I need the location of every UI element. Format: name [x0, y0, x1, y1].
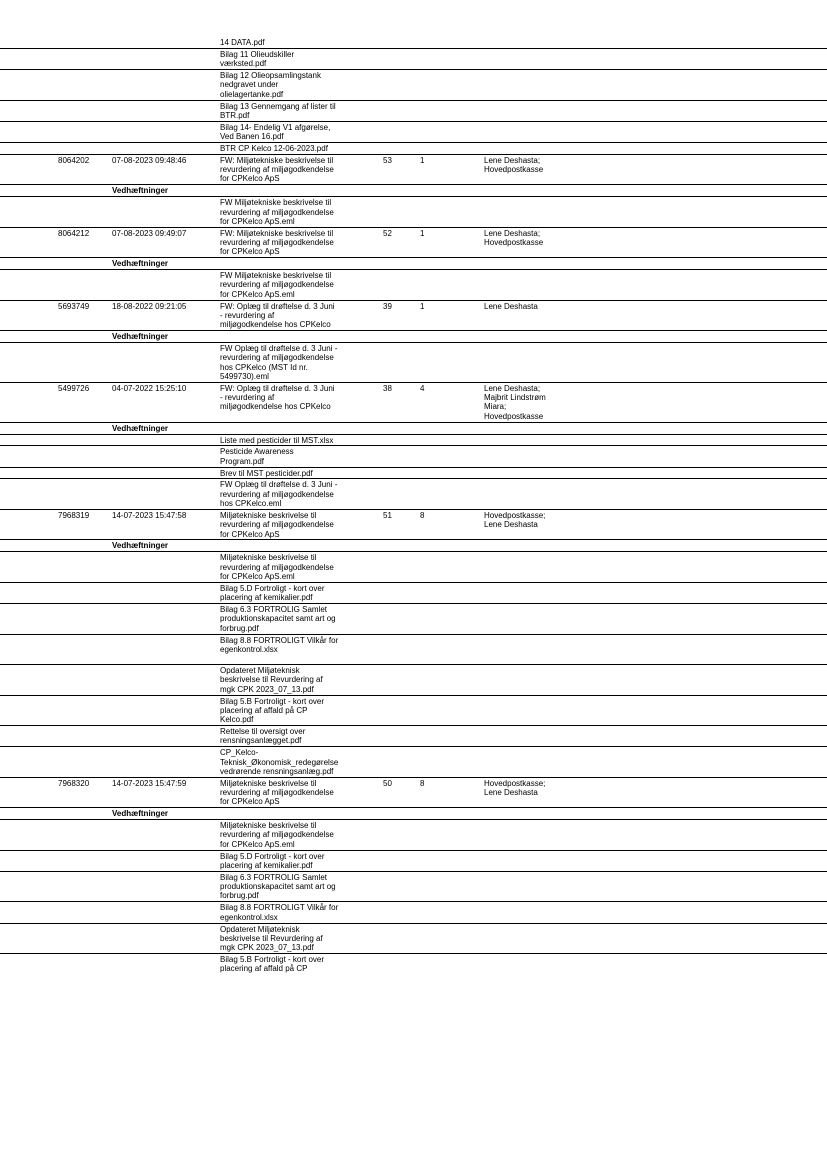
attachment-row	[0, 552, 827, 583]
message-recipients: Lene Deshasta; Majbrit Lindstrøm Miara; Hovedpostkasse	[484, 383, 546, 421]
attachment-row	[0, 70, 827, 101]
attachment-filename[interactable]: Miljøtekniske beskrivelse til revurdering af miljøgodkendelse for CPKelco ApS.eml	[220, 553, 334, 581]
attachments-header-row	[0, 808, 827, 820]
attachment-row	[0, 747, 827, 778]
attachment-row	[0, 902, 827, 923]
attachment-filename[interactable]: Brev til MST pesticider.pdf	[220, 468, 313, 478]
message-id: 5693749	[58, 301, 90, 311]
attachment-row	[0, 37, 827, 49]
message-number: 50	[383, 778, 392, 788]
attachment-filename[interactable]: FW Oplæg til drøftelse d. 3 Juni - revurdering af miljøgodkendelse hos CPKelco.eml	[220, 480, 338, 509]
message-date: 14-07-2023 15:47:59	[112, 778, 187, 788]
attachments-header-row	[0, 423, 827, 435]
attachment-filename[interactable]: Bilag 5.D Fortroligt - kort over placering af kemikalier.pdf	[220, 851, 325, 870]
attachments-heading: Vedhæftninger	[112, 332, 169, 342]
attachment-row	[0, 101, 827, 122]
attachment-filename[interactable]: Liste med pesticider til MST.xlsx	[220, 435, 334, 445]
message-date: 07-08-2023 09:48:46	[112, 155, 187, 165]
message-recipients: Lene Deshasta; Hovedpostkasse	[484, 228, 544, 248]
attachment-filename[interactable]: FW Miljøtekniske beskrivelse til revurdering af miljøgodkendelse for CPKelco ApS.eml	[220, 271, 334, 299]
attachment-count: 1	[420, 301, 425, 311]
attachment-count: 8	[420, 510, 425, 520]
attachment-filename[interactable]: Bilag 12 Olieopsamlingstank nedgravet under olielagertanke.pdf	[220, 71, 321, 99]
attachment-filename[interactable]: Bilag 6.3 FORTROLIG Samlet produktionskapacitet samt art og forbrug.pdf	[220, 605, 336, 633]
message-number: 53	[383, 155, 392, 165]
message-subject: Miljøtekniske beskrivelse til revurdering af miljøgodkendelse for CPKelco ApS	[220, 778, 334, 807]
message-date: 07-08-2023 09:49:07	[112, 228, 187, 238]
attachment-filename[interactable]: Bilag 8.8 FORTROLIGT Vilkår for egenkontrol.xlsx	[220, 635, 339, 654]
attachments-heading: Vedhæftninger	[112, 809, 169, 819]
message-id: 8064202	[58, 155, 90, 165]
attachment-filename[interactable]: Bilag 8.8 FORTROLIGT Vilkår for egenkontrol.xlsx	[220, 903, 339, 922]
message-row	[0, 510, 827, 541]
message-id: 8064212	[58, 228, 90, 238]
attachment-row	[0, 820, 827, 851]
message-subject: FW: Miljøtekniske beskrivelse til revurdering af miljøgodkendelse for CPKelco ApS	[220, 228, 334, 257]
attachment-row	[0, 446, 827, 467]
message-recipients: Hovedpostkasse; Lene Deshasta	[484, 778, 546, 798]
message-subject: FW: Oplæg til drøftelse d. 3 Juni - revurdering af miljøgodkendelse hos CPKelco	[220, 301, 335, 330]
attachments-header-row	[0, 185, 827, 197]
attachments-heading: Vedhæftninger	[112, 259, 169, 269]
attachment-row	[0, 479, 827, 510]
attachment-row	[0, 872, 827, 903]
attachments-header-row	[0, 331, 827, 343]
message-date: 18-08-2022 09:21:05	[112, 301, 187, 311]
message-id: 7968320	[58, 778, 90, 788]
attachment-filename[interactable]: BTR CP Kelco 12-06-2023.pdf	[220, 143, 328, 153]
message-row	[0, 155, 827, 186]
attachment-filename[interactable]: Bilag 13 Gennemgang af lister til BTR.pdf	[220, 101, 336, 120]
attachment-filename[interactable]: Bilag 5.B Fortroligt - kort over placering af affald på CP	[220, 955, 325, 974]
attachment-filename[interactable]: Bilag 6.3 FORTROLIG Samlet produktionskapacitet samt art og forbrug.pdf	[220, 872, 336, 901]
message-row	[0, 228, 827, 259]
attachment-filename[interactable]: Bilag 5.B Fortroligt - kort over placering af affald på CP Kelco.pdf	[220, 696, 325, 725]
attachment-row	[0, 924, 827, 955]
attachment-filename[interactable]: FW Miljøtekniske beskrivelse til revurdering af miljøgodkendelse for CPKelco ApS.eml	[220, 198, 334, 226]
message-subject: FW: Miljøtekniske beskrivelse til revurdering af miljøgodkendelse for CPKelco ApS	[220, 155, 334, 184]
message-recipients: Lene Deshasta	[484, 301, 538, 311]
attachments-header-row	[0, 540, 827, 552]
attachment-filename[interactable]: Pesticide Awareness Program.pdf	[220, 447, 294, 466]
attachment-row	[0, 343, 827, 383]
attachment-row	[0, 665, 827, 696]
message-id: 5499726	[58, 383, 90, 393]
attachment-row	[0, 143, 827, 155]
attachment-row	[0, 604, 827, 635]
message-recipients: Hovedpostkasse; Lene Deshasta	[484, 510, 546, 530]
attachment-count: 4	[420, 383, 425, 393]
message-number: 51	[383, 510, 392, 520]
attachment-filename[interactable]: FW Oplæg til drøftelse d. 3 Juni - revurdering af miljøgodkendelse hos CPKelco (MST Id nr. 5499730).eml	[220, 344, 338, 381]
attachments-heading: Vedhæftninger	[112, 186, 169, 196]
message-number: 38	[383, 383, 392, 393]
attachment-filename[interactable]: Bilag 5.D Fortroligt - kort over placering af kemikalier.pdf	[220, 583, 325, 603]
message-id: 7968319	[58, 510, 90, 520]
attachment-filename[interactable]: Opdateret Miljøteknisk beskrivelse til Revurdering af mgk CPK 2023_07_13.pdf	[220, 666, 323, 694]
attachments-header-row	[0, 258, 827, 270]
message-row	[0, 778, 827, 809]
attachments-heading: Vedhæftninger	[112, 423, 169, 433]
attachment-filename[interactable]: Rettelse til oversigt over rensningsanlægget.pdf	[220, 727, 306, 746]
message-date: 14-07-2023 15:47:58	[112, 510, 187, 520]
attachments-heading: Vedhæftninger	[112, 541, 169, 551]
message-subject: FW: Oplæg til drøftelse d. 3 Juni - revurdering af miljøgodkendelse hos CPKelco	[220, 383, 335, 412]
attachment-filename[interactable]: Miljøtekniske beskrivelse til revurdering af miljøgodkendelse for CPKelco ApS.eml	[220, 821, 334, 849]
message-subject: Miljøtekniske beskrivelse til revurdering af miljøgodkendelse for CPKelco ApS	[220, 510, 334, 539]
attachment-row	[0, 583, 827, 604]
message-number: 39	[383, 301, 392, 311]
attachment-row	[0, 270, 827, 301]
attachment-row	[0, 726, 827, 747]
document-table	[0, 37, 827, 974]
attachment-row	[0, 435, 827, 447]
message-date: 04-07-2022 15:25:10	[112, 383, 187, 393]
message-row	[0, 301, 827, 332]
attachment-filename[interactable]: Bilag 14- Endelig V1 afgørelse, Ved Banen 16.pdf	[220, 122, 331, 142]
message-number: 52	[383, 228, 392, 238]
attachment-row	[0, 851, 827, 872]
attachment-count: 1	[420, 228, 425, 238]
attachment-row	[0, 197, 827, 228]
attachment-count: 1	[420, 155, 425, 165]
attachment-row	[0, 49, 827, 70]
attachment-filename[interactable]: CP_Kelco- Teknisk_Økonomisk_redegørelse vedrørende rensningsanlæg.pdf	[220, 748, 339, 776]
message-row	[0, 383, 827, 423]
attachment-row	[0, 468, 827, 480]
message-recipients: Lene Deshasta; Hovedpostkasse	[484, 155, 544, 175]
attachment-row	[0, 122, 827, 143]
attachment-filename[interactable]: Bilag 11 Olieudskiller værksted.pdf	[220, 49, 295, 69]
attachment-filename[interactable]: Opdateret Miljøteknisk beskrivelse til Revurdering af mgk CPK 2023_07_13.pdf	[220, 924, 323, 953]
attachment-filename[interactable]: 14 DATA.pdf	[220, 38, 265, 47]
attachment-row	[0, 954, 827, 974]
attachment-count: 8	[420, 778, 425, 788]
attachment-row	[0, 696, 827, 727]
attachment-row	[0, 635, 827, 666]
